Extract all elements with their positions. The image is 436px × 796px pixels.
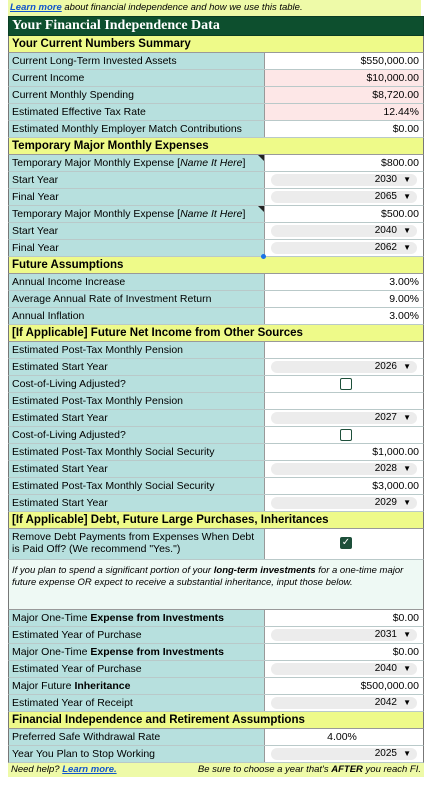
section-income: [If Applicable] Future Net Income from Other Sources (8, 325, 424, 342)
chevron-down-icon: ▼ (403, 464, 411, 473)
purchase-year (8, 627, 424, 644)
debt-note: If you plan to spend a significant portion of your long-term investments for a one-time major future expense OR expect to receive a substantial inheritance, input those below. (8, 560, 424, 610)
social-security-start-year-dropdown[interactable]: 2028 ▼ (271, 463, 417, 475)
temp-final-year (8, 189, 424, 206)
social-security-row (8, 478, 424, 495)
chevron-down-icon: ▼ (403, 362, 411, 371)
current-row-value[interactable]: $550,000.00 (265, 53, 423, 69)
pension-start-year-dropdown[interactable]: 2027 ▼ (271, 412, 417, 424)
future-row-label: Annual Inflation (9, 308, 265, 324)
fi-data-table (8, 0, 424, 777)
stop-working-label: Year You Plan to Stop Working (9, 746, 265, 762)
chevron-down-icon: ▼ (403, 192, 411, 201)
temp-start-year-label: Start Year (9, 172, 265, 188)
chevron-down-icon: ▼ (403, 175, 411, 184)
current-row-label: Current Monthly Spending (9, 87, 265, 103)
stop-working-dropdown[interactable]: 2025 ▼ (271, 748, 417, 760)
purchase-year-dropdown[interactable]: 2031 ▼ (271, 629, 417, 641)
pension-start-year-label: Estimated Start Year (9, 359, 265, 375)
future-row (8, 291, 424, 308)
pension-value[interactable] (265, 342, 423, 358)
current-row-value[interactable]: 12.44% (265, 104, 423, 120)
section-debt: [If Applicable] Debt, Future Large Purchases, Inheritances (8, 512, 424, 529)
social-security-row-label: Estimated Post-Tax Monthly Social Security (9, 478, 265, 494)
temp-start-year-dropdown[interactable]: 2030 ▼ (271, 174, 417, 186)
pension-row (8, 342, 424, 359)
current-row-label: Estimated Effective Tax Rate (9, 104, 265, 120)
pension-start-year (8, 359, 424, 376)
current-row (8, 87, 424, 104)
pension-start-year-label: Estimated Start Year (9, 410, 265, 426)
note-marker (258, 155, 264, 161)
pension-cola-label: Cost-of-Living Adjusted? (9, 376, 265, 392)
footer-learn-more-link[interactable]: Learn more. (62, 764, 117, 775)
swr-row (8, 729, 424, 746)
social-security-start-year-dropdown[interactable]: 2029 ▼ (271, 497, 417, 509)
inheritance-row-value[interactable]: $500,000.00 (265, 678, 423, 694)
pension-cola (8, 427, 424, 444)
section-future: Future Assumptions (8, 257, 424, 274)
chevron-down-icon: ▼ (403, 630, 411, 639)
future-row-value[interactable]: 3.00% (265, 274, 423, 290)
remove-debt-row (8, 529, 424, 560)
current-row-value[interactable]: $0.00 (265, 121, 423, 137)
note-marker (258, 206, 264, 212)
pension-start-year (8, 410, 424, 427)
temp-expense-value[interactable]: $800.00 (265, 155, 423, 171)
temp-final-year-label: Final Year (9, 240, 265, 256)
pension-cola (8, 376, 424, 393)
chevron-down-icon: ▼ (403, 498, 411, 507)
inheritance-row-label: Major Future Inheritance (9, 678, 265, 694)
section-temporary: Temporary Major Monthly Expenses (8, 138, 424, 155)
remove-debt-checkbox[interactable]: ✓ (341, 537, 351, 548)
pension-row (8, 393, 424, 410)
temp-expense-label: Temporary Major Monthly Expense [Name It Here] (9, 206, 265, 222)
purchase-year-label: Estimated Year of Purchase (9, 661, 265, 677)
selection-handle[interactable] (261, 254, 266, 259)
chevron-down-icon: ▼ (403, 243, 411, 252)
current-row-label: Current Income (9, 70, 265, 86)
future-row (8, 308, 424, 325)
current-row (8, 121, 424, 138)
remove-debt-value (265, 529, 423, 559)
inheritance-row (8, 678, 424, 695)
section-fi: Financial Independence and Retirement Assumptions (8, 712, 424, 729)
social-security-start-year-label: Estimated Start Year (9, 461, 265, 477)
swr-value[interactable]: 4.00% (265, 729, 423, 745)
receipt-year (8, 695, 424, 712)
one-time-expense-row-label: Major One-Time Expense from Investments (9, 644, 265, 660)
pension-cola-checkbox[interactable] (340, 378, 352, 390)
temp-final-year-dropdown[interactable]: 2065 ▼ (271, 191, 417, 203)
purchase-year-dropdown[interactable]: 2040 ▼ (271, 663, 417, 675)
temp-final-year-dropdown[interactable]: 2062 ▼ (271, 242, 417, 254)
one-time-expense-row-label: Major One-Time Expense from Investments (9, 610, 265, 626)
social-security-row-value[interactable]: $1,000.00 (265, 444, 423, 460)
social-security-row (8, 444, 424, 461)
pension-value[interactable] (265, 393, 423, 409)
chevron-down-icon: ▼ (403, 664, 411, 673)
swr-label: Preferred Safe Withdrawal Rate (9, 729, 265, 745)
temp-start-year (8, 223, 424, 240)
chevron-down-icon: ▼ (403, 413, 411, 422)
social-security-start-year-label: Estimated Start Year (9, 495, 265, 511)
social-security-row-value[interactable]: $3,000.00 (265, 478, 423, 494)
future-row-value[interactable]: 3.00% (265, 308, 423, 324)
intro-note: Learn more about financial independence and how we use this table. (8, 0, 421, 16)
temp-expense-value[interactable]: $500.00 (265, 206, 423, 222)
one-time-expense-row (8, 610, 424, 627)
chevron-down-icon: ▼ (403, 749, 411, 758)
pension-label: Estimated Post-Tax Monthly Pension (9, 393, 265, 409)
learn-more-link[interactable]: Learn more (10, 2, 62, 13)
receipt-year-dropdown[interactable]: 2042 ▼ (271, 697, 417, 709)
chevron-down-icon: ▼ (403, 698, 411, 707)
current-row-value[interactable]: $8,720.00 (265, 87, 423, 103)
footer-reminder: Be sure to choose a year that's AFTER you reach FI. (197, 764, 421, 775)
future-row-value[interactable]: 9.00% (265, 291, 423, 307)
one-time-expense-row (8, 644, 424, 661)
one-time-expense-row-value[interactable]: $0.00 (265, 644, 423, 660)
temp-start-year-dropdown[interactable]: 2040 ▼ (271, 225, 417, 237)
section-current: Your Current Numbers Summary (8, 36, 424, 53)
temp-final-year-label: Final Year (9, 189, 265, 205)
social-security-row-label: Estimated Post-Tax Monthly Social Security (9, 444, 265, 460)
pension-start-year-dropdown[interactable]: 2026 ▼ (271, 361, 417, 373)
temp-start-year (8, 172, 424, 189)
current-row (8, 70, 424, 87)
pension-cola-label: Cost-of-Living Adjusted? (9, 427, 265, 443)
table-title: Your Financial Independence Data (8, 16, 424, 36)
current-row (8, 53, 424, 70)
temp-expense-row (8, 206, 424, 223)
temp-expense-row (8, 155, 424, 172)
receipt-year-label: Estimated Year of Receipt (9, 695, 265, 711)
purchase-year (8, 661, 424, 678)
stop-working-row (8, 746, 424, 763)
current-row-label: Estimated Monthly Employer Match Contributions (9, 121, 265, 137)
current-row-value[interactable]: $10,000.00 (265, 70, 423, 86)
footer: Need help? Learn more. Be sure to choose a year that's AFTER you reach FI. (8, 763, 424, 777)
temp-expense-label: Temporary Major Monthly Expense [Name It Here] (9, 155, 265, 171)
current-row (8, 104, 424, 121)
temp-final-year (8, 240, 424, 257)
social-security-start-year (8, 495, 424, 512)
pension-label: Estimated Post-Tax Monthly Pension (9, 342, 265, 358)
purchase-year-label: Estimated Year of Purchase (9, 627, 265, 643)
future-row (8, 274, 424, 291)
chevron-down-icon: ▼ (403, 226, 411, 235)
future-row-label: Average Annual Rate of Investment Return (9, 291, 265, 307)
one-time-expense-row-value[interactable]: $0.00 (265, 610, 423, 626)
future-row-label: Annual Income Increase (9, 274, 265, 290)
current-row-label: Current Long-Term Invested Assets (9, 53, 265, 69)
social-security-start-year (8, 461, 424, 478)
temp-start-year-label: Start Year (9, 223, 265, 239)
pension-cola-checkbox[interactable] (340, 429, 352, 441)
remove-debt-label: Remove Debt Payments from Expenses When Debt is Paid Off? (We recommend "Yes.") (9, 529, 265, 559)
